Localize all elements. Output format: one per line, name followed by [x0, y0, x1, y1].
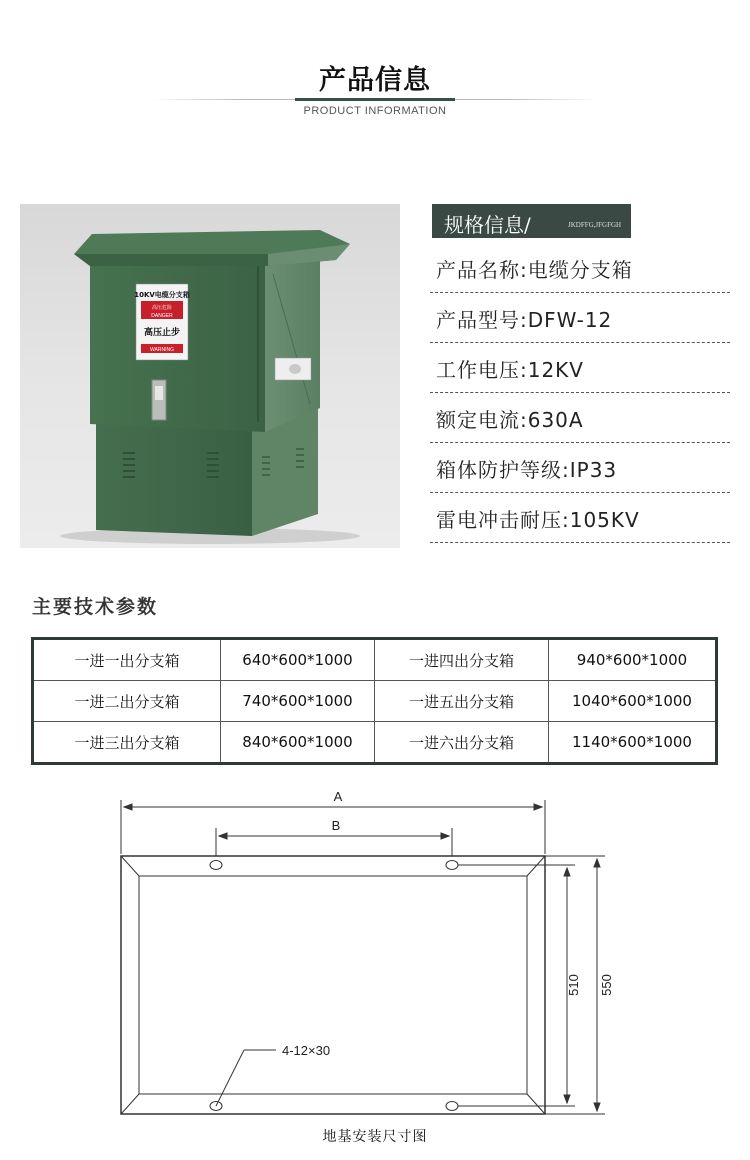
table-cell: 1140*600*1000: [549, 722, 717, 764]
table-cell: 一进三出分支箱: [33, 722, 221, 764]
table-row: [33, 639, 717, 681]
spec-row-protection: [430, 442, 730, 493]
table-cell: 940*600*1000: [549, 639, 717, 681]
spec-row-text: 额定电流:630A: [436, 408, 584, 432]
table-cell: 1040*600*1000: [549, 681, 717, 722]
table-cell: 640*600*1000: [221, 639, 375, 681]
sign-stop: 高压止步: [143, 328, 181, 338]
hole-spec-label: 4-12×30: [282, 1043, 331, 1058]
spec-row-impulse: [430, 492, 730, 543]
spec-row-text: 箱体防护等级:IP33: [436, 458, 618, 482]
dimension-b-label: B: [331, 818, 341, 833]
page-subtitle: PRODUCT INFORMATION: [303, 105, 447, 117]
spec-header-tag: [432, 204, 631, 238]
spec-row-voltage: [430, 342, 730, 393]
table-cell: 一进五出分支箱: [375, 681, 549, 722]
spec-row-text: 产品名称:电缆分支箱: [436, 258, 633, 282]
table-cell: 840*600*1000: [221, 722, 375, 764]
table-row: [33, 722, 717, 764]
sign-danger-en: DANGER: [151, 313, 173, 319]
params-table: [31, 637, 718, 765]
spec-row-text: 雷电冲击耐压:105KV: [436, 508, 640, 532]
cable-branch-box-illustration: [20, 204, 400, 548]
table-cell: 一进二出分支箱: [33, 681, 221, 722]
spec-row-text: 产品型号:DFW-12: [436, 308, 613, 332]
params-title: 主要技术参数: [32, 596, 159, 618]
sign-title: 10KV电缆分支箱: [134, 291, 190, 299]
sign-danger-cn: 高压危险: [151, 305, 173, 311]
table-cell: 一进四出分支箱: [375, 639, 549, 681]
spec-row-name: [430, 242, 730, 293]
dimension-a-label: A: [333, 789, 343, 804]
spec-row-current: [430, 392, 730, 443]
spec-row-model: [430, 292, 730, 343]
product-photo: [20, 204, 400, 548]
table-row: [33, 681, 717, 722]
dimension-550-label: 550: [599, 974, 614, 996]
spec-row-text: 工作电压:12KV: [436, 358, 584, 382]
diagram-caption: 地基安装尺寸图: [322, 1129, 428, 1145]
table-cell: 一进六出分支箱: [375, 722, 549, 764]
foundation-drawing: [0, 780, 750, 1125]
spec-header-title: 规格信息/: [444, 213, 531, 237]
table-cell: 740*600*1000: [221, 681, 375, 722]
title-divider-accent: [295, 98, 455, 101]
dimension-510-label: 510: [566, 974, 581, 996]
sign-warning: WARNING: [150, 347, 174, 353]
page-title: 产品信息: [319, 65, 431, 96]
table-cell: 一进一出分支箱: [33, 639, 221, 681]
spec-header-sub: JKDFFG,JFGFGH: [568, 221, 622, 229]
